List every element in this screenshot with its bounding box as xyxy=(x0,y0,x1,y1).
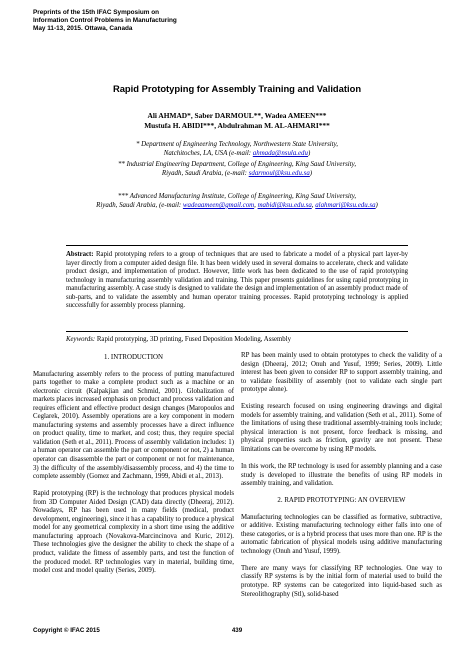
abstract-text: Rapid prototyping refers to a group of techniques that are used to fabricate a model of a physical part layer-by layer directly from a computer aided design file. It has been widely used in several domains to accelerate, check and validate product design, and implementation of product. However, little work has been dedicated to the use of rapid prototyping technology in manufacturing assembly validation and training. This paper presents guidelines for using rapid prototyping in manufacturing assembly. A case study is designed to validate the design and implementation of an assembly product made of sub-parts, and to validate the assembly and human operator training processes. Rapid prototyping technology is applied successfully for assembly process planning. xyxy=(66,251,408,309)
body-paragraph: In this work, the RP technology is used for assembly planning and a case study is developed to illustrate the benefits of using RP models in assembly training, and validation. xyxy=(241,463,442,488)
body-paragraph: Manufacturing assembly refers to the process of putting manufactured parts together to make a complete product such as a machine or an electronic circuit (Kalpakjian and Schmid, 2001). Globalization of markets places increased emphasis on product and process validation and requires efficient and effective product design changes (Maropoulos and Ceglarek, 2010). Assembly operations are a key component in modern manufacturing systems and assembly processes have a direct influence on product quality, time to market, and cost; thus, they require special validation (Seth et al., 2011). Process of assembly validation includes: 1) a human operator can assemble the part or component or not, 2) a human operator can disassemble the part or component or not for maintenance, 3) the difficulty of the assembly/disassembly process, and 4) the time to complete assembly (Gomez and Zachmann, 1999, Abidi et al., 2013). xyxy=(33,370,234,481)
affiliation-text: Riyadh, Saudi Arabia, (e-mail: xyxy=(96,201,183,209)
abstract-top-rule xyxy=(66,245,408,246)
affiliation-contact xyxy=(0,170,474,179)
proceedings-line: May 11-13, 2015. Ottawa, Canada xyxy=(33,25,133,32)
paper-title: Rapid Prototyping for Assembly Training and Validation xyxy=(112,83,362,94)
email-link[interactable]: ahmada@nsula.edu xyxy=(252,149,308,157)
email-link[interactable]: wadeaameen@gmail.com xyxy=(182,201,255,209)
body-paragraph: There are many ways for classifying RP technologies. One way to classify RP systems is by the initial form of material used to build the prototype. RP systems can be categorized into liquid-based such as Stereolithography (Stl), solid-based xyxy=(241,564,442,598)
body-paragraph: Manufacturing technologies can be classified as formative, subtractive, or additive. Existing manufacturing technology either falls into one of these categories, or is a hybrid process that uses more than one. RP is the automatic fabrication of physical models using additive manufacturing technology (Onuh and Yusuf, 1999). xyxy=(241,513,442,555)
proceedings-line: Information Control Problems in Manufacturing xyxy=(33,17,177,24)
proceedings-line: Preprints of the 15th IFAC Symposium on xyxy=(33,9,160,16)
author-line: Mustufa H. ABIDI***, Abdulrahman M. AL-AHMARI*** xyxy=(144,120,330,130)
affiliation-text: ) xyxy=(309,169,313,177)
affiliation-contact xyxy=(0,202,474,211)
author-list xyxy=(0,111,474,130)
affiliation-text: Natchitoches, LA, USA (e-mail: xyxy=(163,149,253,157)
affiliation-text: , xyxy=(311,201,316,209)
affiliation-text: Riyadh, Saudi Arabia, (e-mail: xyxy=(161,169,249,177)
affiliation-text: * Department of Engineering Technology, Northwestern State University, xyxy=(135,141,339,148)
affiliation-text: *** Advanced Manufacturing Institute, College of Engineering, King Saud University, xyxy=(117,193,357,200)
right-column xyxy=(241,352,442,608)
abstract xyxy=(66,251,408,311)
abstract-label: Abstract: xyxy=(66,251,94,258)
affiliation-contact xyxy=(0,150,474,159)
body-paragraph: Existing research focused on using engineering drawings and digital models for assembly training, and validation (Seth et al., 2011). Some of the limitations of using these traditional assembly-training tools include; physical interaction is not present, force feedback is missing, and physical properties such as friction, gravity are not present. These limitations can be overcome by using RP models. xyxy=(241,403,442,453)
keywords-text: Rapid prototyping, 3D printing, Fused Deposition Modeling, Assembly xyxy=(95,336,291,343)
section-heading-rapid-prototyping: 2. RAPID PROTOTYPING: AN OVERVIEW xyxy=(277,497,406,505)
copyright-notice: Copyright © IFAC 2015 xyxy=(33,627,100,634)
affiliation-text: ) xyxy=(375,201,378,209)
affiliation-1 xyxy=(0,141,474,159)
proceedings-header xyxy=(33,9,293,33)
email-link[interactable]: alahmari@ksu.edu.sa xyxy=(315,201,376,209)
affiliation-text: ) xyxy=(307,149,311,157)
author-line: Ali AHMAD*, Saber DARMOUL**, Wadea AMEEN*** xyxy=(147,111,327,120)
affiliation-2 xyxy=(0,161,474,179)
section-heading-introduction: 1. INTRODUCTION xyxy=(104,354,163,361)
affiliation-3 xyxy=(0,193,474,211)
keywords xyxy=(66,336,408,343)
page-number: 439 xyxy=(231,627,243,634)
keywords-label: Keywords: xyxy=(66,336,96,343)
body-paragraph: Rapid prototyping (RP) is the technology that produces physical models from 3D Computer Aided Design (CAD) data directly (Dheeraj, 2012). Nowadays, RP has been used in many fields (medical, product development, engineering), since it has a capability to produce a physical model for any geometrical complexity in a short time using the additive manufacturing approach (Novakova-Marcincinova and Kuric, 2012). These technologies give the designer the ability to check the shape of a product, validate the fitness of assembly parts, and test the function of the produced model. RP technologies vary in material, building time, model cost and model quality (Series, 2009). xyxy=(33,490,234,575)
affiliation-text: ** Industrial Engineering Department, College of Engineering, King Saud University, xyxy=(117,161,357,168)
affiliation-text: , xyxy=(254,201,258,209)
left-column xyxy=(33,352,234,584)
email-link[interactable]: sdarmoul@ksu.edu.sa xyxy=(248,169,310,177)
abstract-bottom-rule xyxy=(66,331,408,332)
email-link[interactable]: mabidi@ksu.edu.sa xyxy=(257,201,312,209)
body-paragraph: RP has been mainly used to obtain prototypes to check the validity of a design (Dheeraj, 2012; Onuh and Yusuf, 1999; Series, 2009). Little interest has been given to consider RP to support assembly training, and to validate feasibility of assembly (not to validate each single part prototype alone). xyxy=(241,352,442,394)
